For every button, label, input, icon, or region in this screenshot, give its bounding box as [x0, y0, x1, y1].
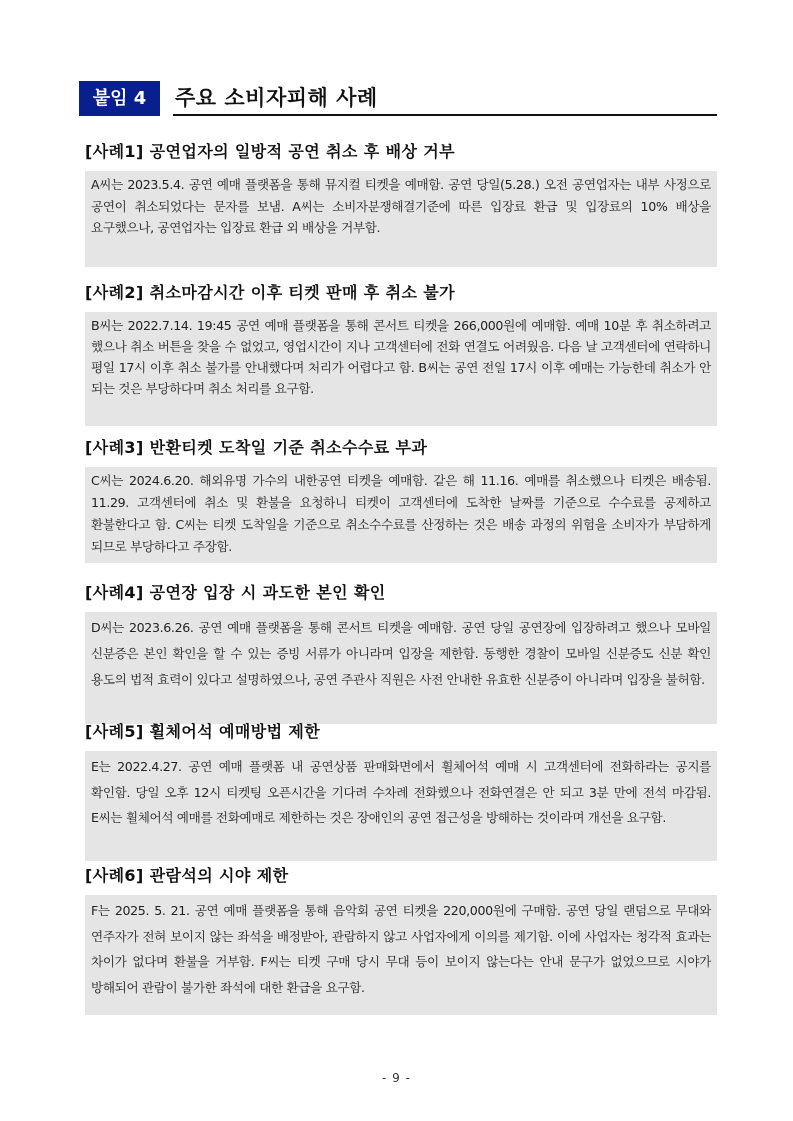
- case-body: C씨는 2024.6.20. 해외유명 가수의 내한공연 티켓을 예매함. 같은 해 11.16. 예매를 취소했으나 티켓은 배송됨. 11.29. 고객센터에 취소 및 환불을 요청하니 티켓이 고객센터에 도착한 날짜를 기준으로 수수료를 공제하고 환불한다고 함. C씨는 티켓 도착일을 기준으로 취소수수료를 산정하는 것은 배송 과정의 위험을 소비자가 부담하게 되므로 부당하다고 주장함.: [85, 467, 717, 563]
- case-title: [사례3] 반환티켓 도착일 기준 취소수수료 부과: [85, 438, 428, 457]
- case-title: [사례6] 관람석의 시야 제한: [85, 866, 289, 885]
- case-3: [85, 435, 717, 563]
- page-number: - 9 -: [382, 1071, 411, 1085]
- case-body: A씨는 2023.5.4. 공연 예매 플랫폼을 통해 뮤지컬 티켓을 예매함. 공연 당일(5.28.) 오전 공연업자는 내부 사정으로 공연이 취소되었다는 문자를 보냄. A씨는 소비자분쟁해결기준에 따른 입장료 환급 및 입장료의 10% 배상을 요구했으나, 공연업자는 입장료 환급 외 배상을 거부함.: [85, 171, 717, 267]
- title-underline: [173, 114, 717, 116]
- case-title: [사례1] 공연업자의 일방적 공연 취소 후 배상 거부: [85, 142, 456, 161]
- case-title: [사례2] 취소마감시간 이후 티켓 판매 후 취소 불가: [85, 283, 456, 302]
- section-title: 주요 소비자피해 사례: [175, 86, 378, 110]
- case-4: [85, 580, 717, 724]
- case-2: [85, 280, 717, 426]
- case-1: [85, 139, 717, 267]
- case-5: [85, 719, 717, 861]
- section-header: [79, 81, 717, 116]
- case-title: [사례4] 공연장 입장 시 과도한 본인 확인: [85, 583, 386, 602]
- case-title: [사례5] 휠체어석 예매방법 제한: [85, 722, 321, 741]
- case-body: F는 2025. 5. 21. 공연 예매 플랫폼을 통해 음악회 공연 티켓을 220,000원에 구매함. 공연 당일 랜덤으로 무대와 연주자가 전혀 보이지 않는 좌석을 배정받아, 관람하지 않고 사업자에게 이의를 제기함. 이에 사업자는 청각적 효과는 차이가 없다며 환불을 거부함. F씨는 티켓 구매 당시 무대 등이 보이지 않는다는 안내 문구가 없었으므로 시야가 방해되어 관람이 불가한 좌석에 대한 환급을 요구함.: [85, 895, 717, 1015]
- case-body: D씨는 2023.6.26. 공연 예매 플랫폼을 통해 콘서트 티켓을 예매함. 공연 당일 공연장에 입장하려고 했으나 모바일 신분증은 본인 확인을 할 수 있는 증빙 서류가 아니라며 입장을 제한함. 동행한 경찰이 모바일 신분증도 신분 확인 용도의 법적 효력이 있다고 설명하였으나, 공연 주관사 직원은 사전 안내한 유효한 신분증이 아니라며 입장을 불허함.: [85, 612, 717, 724]
- case-body: E는 2022.4.27. 공연 예매 플랫폼 내 공연상품 판매화면에서 휠체어석 예매 시 고객센터에 전화하라는 공지를 확인함. 당일 오후 12시 티켓팅 오픈시간을 기다려 수차례 전화했으나 전화연결은 안 되고 3분 만에 전석 마감됨. E씨는 휠체어석 예매를 전화예매로 제한하는 것은 장애인의 공연 접근성을 방해하는 것이라며 개선을 요구함.: [85, 751, 717, 861]
- case-6: [85, 863, 717, 1015]
- case-body: B씨는 2022.7.14. 19:45 공연 예매 플랫폼을 통해 콘서트 티켓을 266,000원에 예매함. 예매 10분 후 취소하려고 했으나 취소 버튼을 찾을 수 없었고, 영업시간이 지나 고객센터에 전화 연결도 어려웠음. 다음 날 고객센터에 연락하니 평일 17시 이후 취소 불가를 안내했다며 처리가 어렵다고 함. B씨는 공연 전일 17시 이후 예매는 가능한데 취소가 안 되는 것은 부당하다며 취소 처리를 요구함.: [85, 312, 717, 426]
- appendix-tag: 붙임 4: [79, 81, 160, 116]
